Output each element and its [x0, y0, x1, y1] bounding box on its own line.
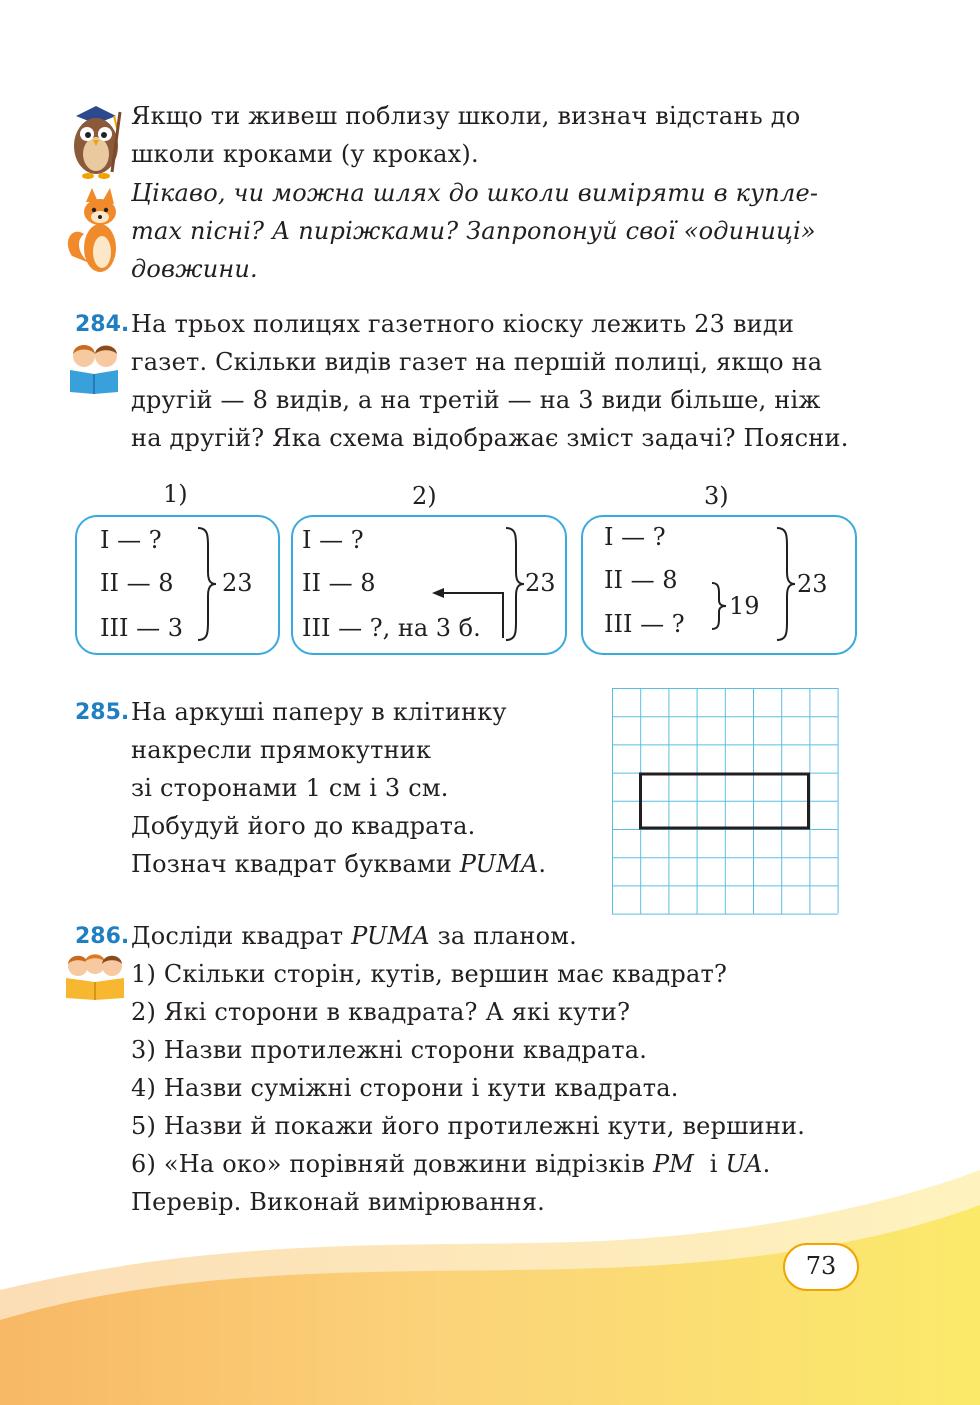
task-286-title [131, 917, 577, 955]
task-285-line-5 [131, 845, 546, 883]
task-286-last-line: Перевір. Виконай вимірювання. [131, 1188, 546, 1216]
scheme-3-label: 3) [704, 482, 729, 510]
fox-prompt-line-2: тах пісні? А пиріжками? Запропонуй свої «одиниці» [131, 217, 816, 245]
scheme-3-total: 23 [797, 570, 828, 598]
scheme-1-total: 23 [222, 569, 253, 597]
page-number: 73 [783, 1243, 859, 1291]
scheme-2-arrow [430, 585, 510, 640]
scheme-2-row-2: II — 8 [302, 569, 376, 597]
task-284-line-4: на другій? Яка схема відображає зміст задачі? Поясни. [131, 424, 849, 452]
scheme-1-row-3: III — 3 [100, 614, 183, 642]
task-284-number: 284. [75, 312, 130, 337]
owl-prompt-line-1: Якщо ти живеш поблизу школи, визнач відстань до [131, 102, 801, 130]
task-286-item-6-mid: і [694, 1150, 726, 1178]
fox-prompt-line-1: Цікаво, чи можна шлях до школи виміряти в купле- [131, 179, 819, 207]
task-286-square-name: PUMA [351, 922, 430, 950]
scheme-3-row-3: III — ? [604, 610, 685, 638]
task-286-number: 286. [75, 924, 130, 949]
task-285-number: 285. [75, 700, 130, 725]
scheme-1-row-2: II — 8 [100, 569, 174, 597]
scheme-1-brace [196, 526, 220, 642]
fox-icon [62, 186, 130, 278]
scheme-2-row-1: I — ? [302, 526, 364, 554]
scheme-3-row-2: II — 8 [604, 566, 678, 594]
task-284-line-3: другій — 8 видів, а на третій — на 3 види більше, ніж [131, 386, 821, 414]
task-286-item-6-suffix: . [762, 1150, 771, 1178]
task-286-title-prefix: Дослiди квадрат [131, 922, 352, 950]
task-284-line-2: газет. Скільки видів газет на першій полиці, якщо на [131, 348, 823, 376]
scheme-3-brace [775, 526, 799, 642]
segment-ua: UA [725, 1150, 763, 1178]
task-286-item-6-prefix: 6) «На око» порівняй довжини відрізків [131, 1150, 653, 1178]
scheme-2-label: 2) [412, 482, 437, 510]
task-286-item-4: 4) Назви суміжні сторони і кути квадрата. [131, 1074, 679, 1102]
scheme-2-row-3: III — ?, на 3 б. [302, 614, 481, 642]
grid-paper [612, 688, 840, 916]
task-286-title-suffix: за планом. [429, 922, 577, 950]
task-285-line-1: На аркуші паперу в клітинку [131, 698, 507, 726]
task-286-item-2: 2) Які сторони в квадрата? А які кути? [131, 998, 631, 1026]
kids-reading-icon-2 [62, 950, 128, 1000]
task-286-item-5: 5) Назви й покажи його протилежні кути, вершини. [131, 1112, 806, 1140]
scheme-3-inner-brace [710, 581, 730, 631]
task-286-item-3: 3) Назви протилежні сторони квадрата. [131, 1036, 648, 1064]
task-286-item-1: 1) Скільки сторін, кутів, вершин має квадрат? [131, 960, 728, 988]
task-284-line-1: На трьох полицях газетного кіоску лежить 23 види [131, 310, 795, 338]
owl-teacher-icon [62, 102, 130, 180]
task-285-line-5-suffix: . [538, 850, 547, 878]
scheme-2-total: 23 [525, 569, 556, 597]
segment-pm: PM [652, 1150, 695, 1178]
task-286-item-6 [131, 1145, 771, 1183]
task-285-line-2: накресли прямокутник [131, 736, 432, 764]
owl-prompt-line-2: школи кроками (у кроках). [131, 140, 479, 168]
scheme-1-row-1: I — ? [100, 526, 162, 554]
scheme-3-subtotal: 19 [729, 592, 760, 620]
task-285-square-name: PUMA [459, 850, 539, 878]
scheme-3-row-1: I — ? [604, 523, 666, 551]
task-285-line-3: зі сторонами 1 см і 3 см. [131, 774, 449, 802]
kids-reading-icon [64, 340, 124, 394]
fox-prompt-line-3: довжини. [131, 255, 258, 283]
task-285-line-5-prefix: Познач квадрат буквами [131, 850, 460, 878]
task-285-line-4: Добудуй його до квадрата. [131, 812, 476, 840]
scheme-1-label: 1) [163, 480, 188, 508]
